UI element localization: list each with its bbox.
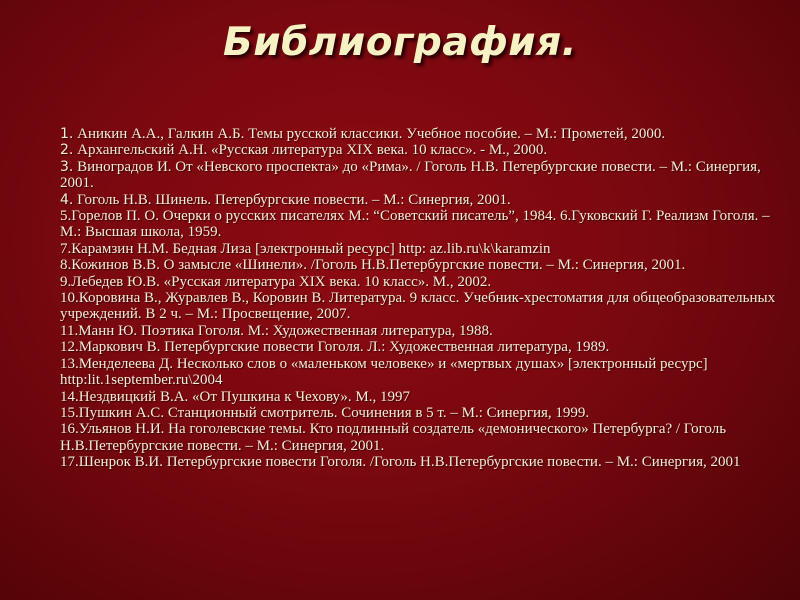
item-text: 15.Пушкин А.С. Станционный смотритель. Сочинения в 5 т. – М.: Синергия, 1999. (60, 404, 590, 421)
item-number: 1. (60, 126, 74, 142)
bibliography-item-3 (60, 159, 790, 192)
bibliography-list (60, 126, 790, 471)
bibliography-item-17 (60, 454, 790, 470)
item-text: 16.Ульянов Н.И. На гоголевские темы. Кто подлинный создатель «демонического» Петербурга? / Гоголь Н.В.Петербургские повести. – М.: Синергия, 2001. (60, 421, 727, 454)
item-text: 14.Нездвицкий В.А. «От Пушкина к Чехову». М., 1997 (60, 388, 411, 405)
bibliography-item-13 (60, 356, 790, 389)
bibliography-item-2 (60, 142, 790, 158)
bibliography-item-9 (60, 274, 790, 290)
item-text: 8.Кожинов В.В. О замысле «Шинели». /Гоголь Н.В.Петербургские повести. – М.: Синергия, 2001. (60, 257, 686, 274)
item-text: 9.Лебедев Ю.В. «Русская литература XIX века. 10 класс». М., 2002. (60, 273, 492, 290)
bibliography-item-15 (60, 405, 790, 421)
bibliography-item-8 (60, 257, 790, 273)
bibliography-item-16 (60, 421, 790, 454)
item-text: 11.Манн Ю. Поэтика Гоголя. М.: Художественная литература, 1988. (60, 322, 493, 339)
bibliography-item-14 (60, 389, 790, 405)
item-text: Гоголь Н.В. Шинель. Петербургские повести. – М.: Синергия, 2001. (73, 191, 511, 208)
bibliography-item-12 (60, 339, 790, 355)
bibliography-item-1 (60, 126, 790, 142)
item-text: 13.Менделеева Д. Несколько слов о «маленьком человеке» и «мертвых душах» [электронный ресурс] http:lit.1september.ru\2004 (60, 355, 708, 389)
slide-title: Библиография. (223, 20, 577, 65)
item-text: 17.Шенрок В.И. Петербургские повести Гоголя. /Гоголь Н.В.Петербургские повести. – М.: Синергия, 2001 (60, 454, 741, 471)
item-text: 7.Карамзин Н.М. Бедная Лиза [электронный ресурс] http: az.lib.ru\k\karamzin (60, 240, 551, 257)
item-text: Виноградов И. От «Невского проспекта» до «Рима». / Гоголь Н.В. Петербургские повести. – М.: Синергия, 2001. (60, 158, 761, 192)
bibliography-item-11 (60, 323, 790, 339)
bibliography-item-10 (60, 290, 790, 323)
item-text: Архангельский А.Н. «Русская литература XIX века. 10 класс». - М., 2000. (73, 142, 548, 159)
bibliography-item-5-6 (60, 208, 790, 241)
item-text: Аникин А.А., Галкин А.Б. Темы русской классики. Учебное пособие. – М.: Прометей, 2000. (73, 126, 666, 142)
item-text: 12.Маркович В. Петербургские повести Гоголя. Л.: Художественная литература, 1989. (60, 339, 610, 356)
item-text: 5.Горелов П. О. Очерки о русских писателях М.: “Советский писатель”, 1984. 6.Гуковский Г. Реализм Гоголя. – М.: Высшая школа, 1959. (60, 208, 770, 241)
item-number: 3. (60, 158, 74, 175)
item-number: 4. (60, 191, 74, 208)
bibliography-item-7 (60, 241, 790, 257)
item-number: 2. (60, 142, 74, 159)
bibliography-item-4 (60, 192, 790, 208)
item-text: 10.Коровина В., Журавлев В., Коровин В. Литература. 9 класс. Учебник-хрестоматия для общеобразовательных учреждений. В 2 ч. – М.: Просвещение, 2007. (60, 290, 776, 323)
